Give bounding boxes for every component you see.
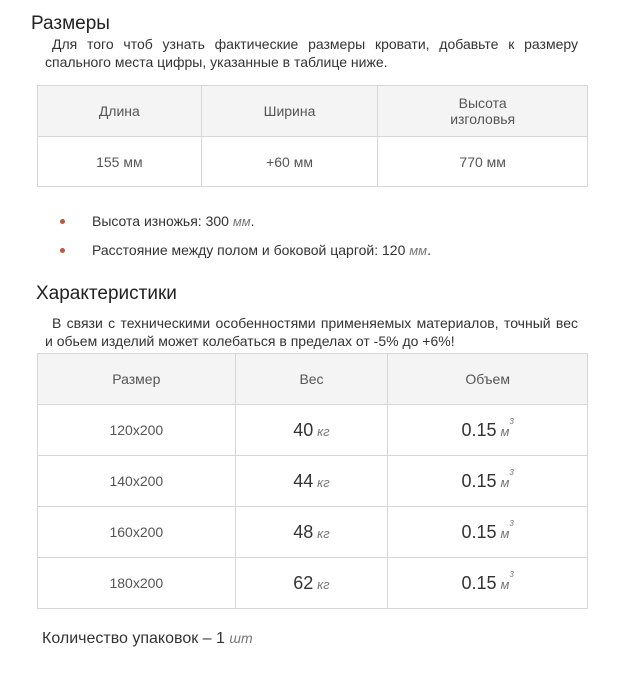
volume-exponent: 3 xyxy=(509,518,514,528)
table-row xyxy=(38,507,588,558)
cell-weight xyxy=(235,405,388,456)
bullet-dot-icon xyxy=(60,248,65,253)
header-weight: Вес xyxy=(235,354,388,405)
cell-weight xyxy=(235,456,388,507)
packages-count xyxy=(42,630,253,648)
cell-size: 140x200 xyxy=(38,456,236,507)
weight-unit: кг xyxy=(317,525,330,541)
packages-label: Количество упаковок – xyxy=(42,630,212,647)
cell-volume xyxy=(388,558,588,609)
volume-exponent: 3 xyxy=(509,467,514,477)
cell-size: 160x200 xyxy=(38,507,236,558)
volume-value: 0.15 xyxy=(461,521,497,542)
table-header-row xyxy=(38,354,588,405)
packages-value: 1 xyxy=(216,630,225,647)
header-headboard-height-line2: изголовья xyxy=(450,111,516,127)
table-row xyxy=(38,137,588,187)
bullet-value: 120 xyxy=(382,242,406,258)
bullet-unit: мм xyxy=(409,243,428,258)
weight-unit: кг xyxy=(317,576,330,592)
sizes-bullet-list xyxy=(60,212,431,270)
table-row xyxy=(38,456,588,507)
packages-unit: шт xyxy=(229,630,253,646)
cell-headboard-height: 770 мм xyxy=(378,137,588,187)
cell-weight xyxy=(235,507,388,558)
header-headboard-height-line1: Высота xyxy=(458,95,507,111)
volume-value: 0.15 xyxy=(461,470,497,491)
cell-volume xyxy=(388,456,588,507)
weight-unit: кг xyxy=(317,423,330,439)
sizes-title: Размеры xyxy=(31,13,110,34)
table-row xyxy=(38,558,588,609)
volume-unit: м xyxy=(500,525,510,541)
bullet-value: 300 xyxy=(205,213,229,229)
volume-exponent: 3 xyxy=(509,416,514,426)
sizes-intro: Для того чтоб узнать фактические размеры кровати, добавьте к размеру спального места цифры, указанные в таблице ниже. xyxy=(45,36,578,70)
volume-exponent: 3 xyxy=(509,569,514,579)
characteristics-title: Характеристики xyxy=(36,283,177,304)
cell-length: 155 мм xyxy=(38,137,202,187)
cell-size: 180x200 xyxy=(38,558,236,609)
list-item: Высота изножья: 300 мм. xyxy=(60,212,431,231)
weight-value: 44 xyxy=(293,470,314,491)
header-length: Длина xyxy=(38,86,202,137)
cell-volume xyxy=(388,507,588,558)
header-width: Ширина xyxy=(201,86,378,137)
volume-value: 0.15 xyxy=(461,419,497,440)
header-headboard-height xyxy=(378,86,588,137)
weight-value: 40 xyxy=(293,419,314,440)
cell-width: +60 мм xyxy=(201,137,378,187)
table-header-row xyxy=(38,86,588,137)
volume-unit: м xyxy=(500,576,510,592)
bullet-dot-icon xyxy=(60,219,65,224)
characteristics-intro: В связи с техническими особенностями применяемых материалов, точный вес и обьем изделий может колебаться в пределах от -5% до +6%! xyxy=(45,315,578,349)
weight-unit: кг xyxy=(317,474,330,490)
header-volume: Объем xyxy=(388,354,588,405)
volume-unit: м xyxy=(500,474,510,490)
volume-unit: м xyxy=(500,423,510,439)
weight-value: 48 xyxy=(293,521,314,542)
table-row xyxy=(38,405,588,456)
characteristics-table xyxy=(37,353,588,609)
bullet-label: Расстояние между полом и боковой царгой: xyxy=(92,242,379,258)
cell-size: 120x200 xyxy=(38,405,236,456)
weight-value: 62 xyxy=(293,572,314,593)
cell-weight xyxy=(235,558,388,609)
volume-value: 0.15 xyxy=(461,572,497,593)
bullet-unit: мм xyxy=(232,214,251,229)
sizes-table xyxy=(37,85,588,187)
list-item: Расстояние между полом и боковой царгой: 120 мм. xyxy=(60,241,431,260)
bullet-label: Высота изножья: xyxy=(92,213,202,229)
cell-volume xyxy=(388,405,588,456)
header-size: Размер xyxy=(38,354,236,405)
